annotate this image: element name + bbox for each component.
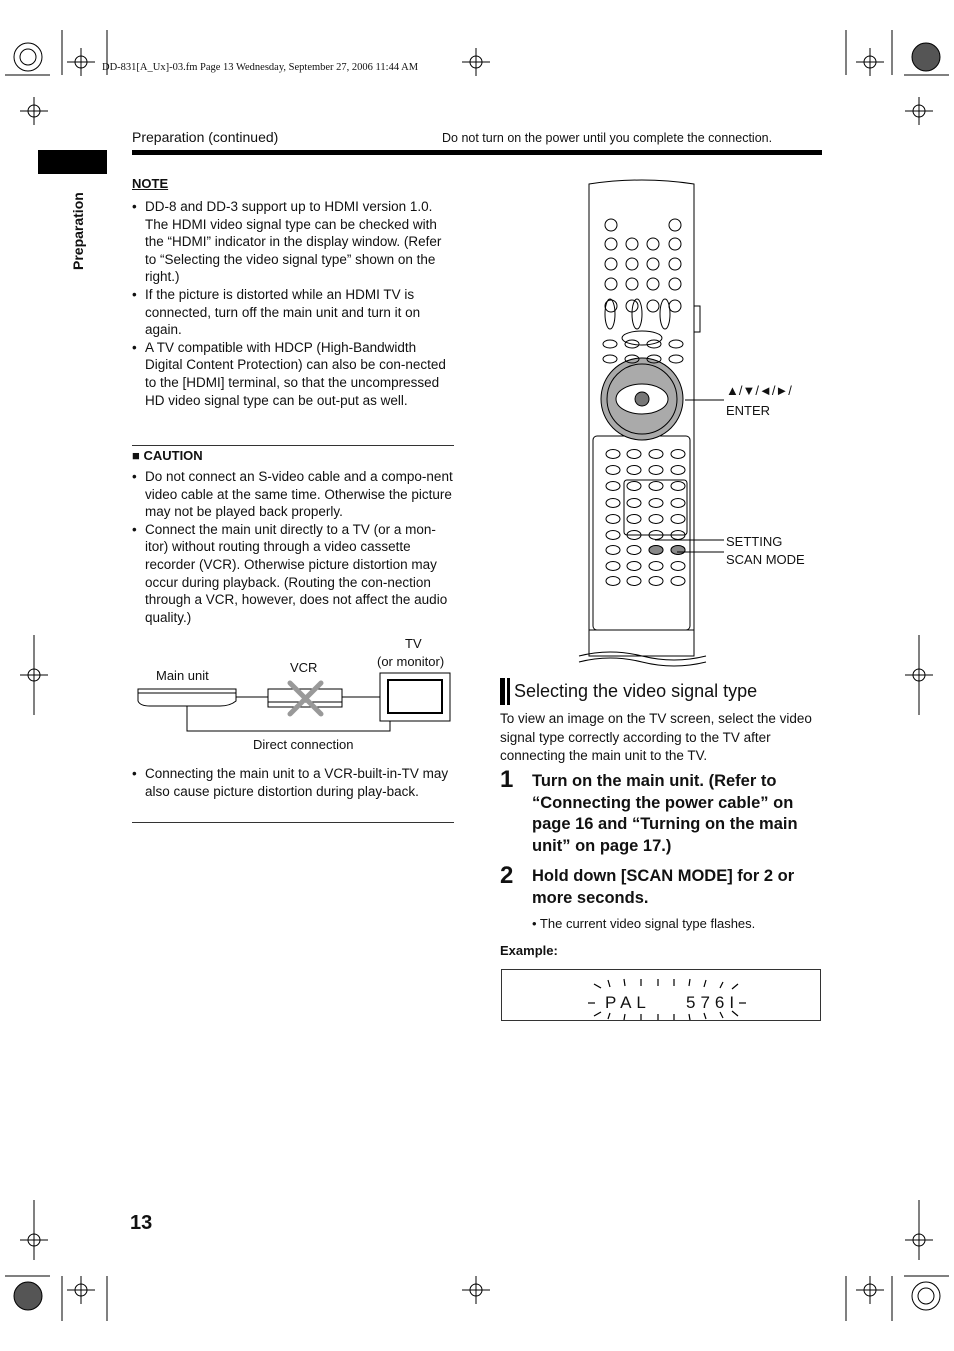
crosshair-icon <box>462 1276 490 1304</box>
remote-button <box>626 258 638 270</box>
crosshair-icon <box>67 1276 95 1304</box>
list-item: • If the picture is distorted while an HDMI TV is connected, turn off the main unit and turn it on again. <box>132 286 454 339</box>
remote-button <box>647 300 659 312</box>
step-text: Turn on the main unit. (Refer to “Connecting the power cable” on page 16 and “Turning on the main unit” on page 17.) <box>532 772 798 855</box>
header-note: Do not turn on the power until you complete the connection. <box>442 131 773 145</box>
display-resolution-text: 576I <box>686 993 740 1012</box>
remote-button <box>626 278 638 290</box>
remote-button <box>627 466 641 475</box>
step-text: Hold down [SCAN MODE] for 2 or more seconds. <box>532 867 795 907</box>
remote-button <box>605 238 617 250</box>
list-item: • Do not connect an S-video cable and a compo-nent video cable at the same time. Otherwise the picture may not be played back properly. <box>132 468 454 521</box>
remote-button <box>627 546 641 555</box>
remote-button <box>606 546 620 555</box>
tv-icon <box>380 673 450 721</box>
step-number: 1 <box>500 766 514 793</box>
registration-mark-icon <box>912 43 940 71</box>
remote-button <box>669 300 681 312</box>
remote-button <box>669 258 681 270</box>
remote-button <box>669 278 681 290</box>
scan-mode-label: SCAN MODE <box>726 552 805 567</box>
list-item: • DD-8 and DD-3 support up to HDMI version 1.0. The HDMI video signal type can be checked with the “HDMI” indicator in the display window. (Refer to “Selecting the video signal type” shown on the right.) <box>132 198 454 286</box>
registration-mark-icon <box>14 43 42 71</box>
remote-button <box>606 482 620 491</box>
cursor-keys-label: ▲/▼/◄/►/ <box>726 383 792 398</box>
remote-button <box>626 238 638 250</box>
remote-button <box>605 278 617 290</box>
note-title: NOTE <box>132 176 169 191</box>
list-item: • A TV compatible with HDCP (High-Bandwidth Digital Content Protection) can also be con-nected to the [HDMI] terminal, so that the uncompressed HD video signal type can be out-put as well. <box>132 339 454 409</box>
enter-label: ENTER <box>726 403 771 418</box>
remote-button <box>627 577 641 586</box>
side-tab <box>38 150 107 174</box>
cross-icon <box>290 683 321 714</box>
crosshair-icon <box>462 48 490 76</box>
remote-button <box>671 577 685 586</box>
header-rule <box>132 150 822 155</box>
remote-button <box>605 299 615 329</box>
vcr-label: VCR <box>290 660 318 675</box>
note-list <box>132 198 454 409</box>
remote-button <box>627 562 641 571</box>
remote-button <box>606 531 620 540</box>
setting-label: SETTING <box>726 534 783 549</box>
remote-button <box>606 466 620 475</box>
remote-button <box>603 340 617 348</box>
crosshair-icon <box>67 48 95 76</box>
main-unit-label: Main unit <box>156 668 209 683</box>
list-item: • Connecting the main unit to a VCR-built-in-TV may also cause picture distortion during play-back. <box>132 765 454 800</box>
side-label: Preparation <box>70 192 86 270</box>
remote-button <box>622 331 662 345</box>
section-marker <box>507 678 510 705</box>
callout-lines <box>640 390 730 570</box>
registration-mark-icon <box>14 1282 42 1310</box>
extra-note-list <box>132 765 454 800</box>
registration-mark-icon <box>912 1282 940 1310</box>
remote-button <box>660 299 670 329</box>
step-number: 2 <box>500 862 514 889</box>
remote-button <box>606 499 620 508</box>
remote-button <box>605 219 617 231</box>
remote-button <box>627 499 641 508</box>
remote-button <box>605 258 617 270</box>
caution-list <box>132 468 454 626</box>
divider <box>132 445 454 446</box>
list-item: • Connect the main unit directly to a TV (or a mon-itor) without routing through a video cassette recorder (VCR). Otherwise picture distortion may occur during playback. (Routing the con-nection through a VCR, however, does not affect the audio quality.) <box>132 521 454 627</box>
display-format-text: PAL <box>605 993 651 1012</box>
running-head: Preparation (continued) <box>132 129 279 145</box>
section-marker <box>500 678 505 705</box>
remote-button <box>606 562 620 571</box>
main-unit-icon <box>138 689 236 706</box>
remote-button <box>669 219 681 231</box>
tv-label: TV <box>405 636 422 651</box>
remote-button <box>669 238 681 250</box>
crosshair-icon <box>856 1276 884 1304</box>
crosshair-icon <box>905 97 933 125</box>
remote-button <box>647 278 659 290</box>
crosshair-icon <box>20 97 48 125</box>
remote-button <box>627 450 641 459</box>
section-intro: To view an image on the TV screen, select the video signal type correctly according to the TV after connecting the main unit to the TV. <box>500 711 812 763</box>
display-window <box>501 969 821 1021</box>
page-number: 13 <box>130 1212 153 1234</box>
section-title: Selecting the video signal type <box>514 681 758 701</box>
direct-connection-label: Direct connection <box>253 737 354 752</box>
file-header: DD-831[A_Ux]-03.fm Page 13 Wednesday, September 27, 2006 11:44 AM <box>102 62 419 73</box>
remote-button <box>669 340 683 348</box>
remote-button <box>649 577 663 586</box>
remote-button <box>647 238 659 250</box>
connection-diagram <box>130 665 460 735</box>
remote-button <box>606 450 620 459</box>
remote-button <box>603 355 617 363</box>
divider <box>132 822 454 823</box>
remote-button <box>606 515 620 524</box>
remote-button <box>669 355 683 363</box>
step-sub-note: • The current video signal type flashes. <box>532 916 756 931</box>
remote-button <box>647 258 659 270</box>
direct-connection-line <box>187 706 390 731</box>
caution-title: ■ CAUTION <box>132 448 203 463</box>
remote-button <box>606 577 620 586</box>
remote-button <box>627 515 641 524</box>
crosshair-icon <box>856 48 884 76</box>
flash-marks <box>502 970 820 1020</box>
tv-label-sub: (or monitor) <box>377 654 445 669</box>
example-label: Example: <box>500 943 558 958</box>
remote-button <box>627 482 641 491</box>
